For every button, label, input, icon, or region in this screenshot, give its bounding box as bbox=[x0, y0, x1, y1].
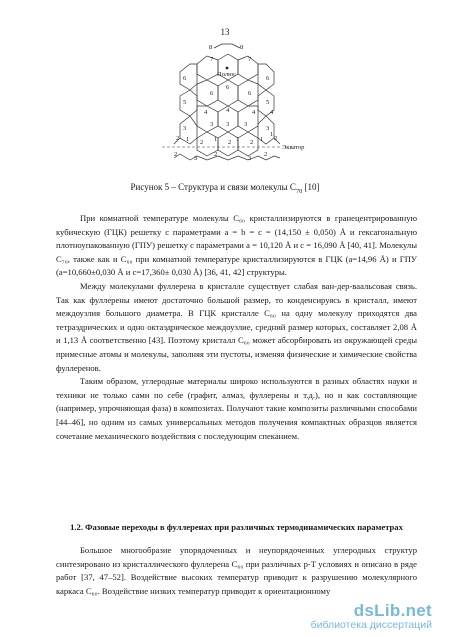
ring-number: 2 bbox=[264, 151, 268, 158]
paragraph: Таким образом, углеродные материалы широко используются в разных областях науки и техники не только сами по себе (графит, алмаз, фуллерены и т.д.), но и как составляющие (например, упрочняющая фаза) в композитах. Получают такие композиты различными способами [44–46], но одним из самых универсальных методов получения компактных образцов является сочетание механического воздействия с последующим спеканием. bbox=[56, 376, 417, 441]
ring-number: 3 bbox=[266, 125, 270, 132]
caption-subscript: 70 bbox=[295, 187, 303, 195]
figure-caption bbox=[0, 182, 450, 195]
body-block-2 bbox=[56, 544, 417, 598]
ring-number: 7 bbox=[210, 56, 214, 63]
ring-number: 3 bbox=[226, 121, 230, 128]
caption-text: Рисунок 5 – Структура и связи молекулы C bbox=[130, 182, 296, 192]
paragraph: Большое многообразие упорядоченных и неупорядоченных углеродных структур синтезировано из кристаллического фуллерена C₆₀ при различных p-T условиях и описано в ряде работ [37, 47–52]. Воздействие высоких температур приводит к разрушению молекулярного каркаса C₆₀. Воздействие низких температур приводит к ориентационному bbox=[56, 545, 417, 596]
ring-number: 2 bbox=[176, 135, 180, 142]
ring-number: 4 bbox=[226, 107, 230, 114]
ring-number: 8 bbox=[209, 44, 213, 51]
ring-number: 1 bbox=[214, 136, 218, 143]
caption-reference: [10] bbox=[302, 182, 320, 192]
equator-label: Экватор bbox=[282, 144, 305, 151]
ring-number: 5 bbox=[183, 99, 187, 106]
ring-number: 6 bbox=[248, 90, 252, 97]
ring-number: 6 bbox=[266, 75, 270, 82]
watermark bbox=[311, 601, 432, 631]
ring-number: 1 bbox=[186, 136, 190, 143]
fullerene-net-diagram bbox=[152, 40, 305, 165]
paragraph: Между молекулами фуллерена в кристалле существует слабая ван-дер-ваальсовая связь. Так как фуллерены имеют достаточно большой размер, то конденсируясь в кристалл, имеют междоузлия большого диаметра. В ГЦК кристалле C₆₀ на одну молекулу приходятся два тетраэдрических и одно октаэдрическое междоузлие, средний размер которых, составляет 2,08 Å и 1,13 Å соответственно [43]. Поэтому кристалл C₆₀ может абсорбировать из окружающей среды примесные атомы и молекулы, заполняя эти пустоты, изменяя физические и химические свойства фуллеренов. bbox=[56, 280, 417, 373]
ring-number: 1 bbox=[270, 131, 274, 138]
ring-number: 2 bbox=[174, 151, 178, 158]
ring-number: 3 bbox=[248, 155, 252, 162]
page-number: 13 bbox=[220, 27, 230, 37]
ring-number: 1 bbox=[260, 136, 264, 143]
ring-number: 2 bbox=[214, 151, 218, 158]
watermark-subtitle: библиотека диссертаций bbox=[310, 619, 432, 631]
ring-number: 4 bbox=[252, 109, 256, 116]
ring-number: 5 bbox=[266, 99, 270, 106]
pole-marker bbox=[226, 67, 229, 70]
ring-number: 2 bbox=[228, 139, 232, 146]
ring-number: 3 bbox=[210, 121, 214, 128]
section-heading: 1.2. Фазовые переходы в фуллеренах при различных термодинамических параметрах bbox=[70, 522, 403, 532]
ring-number: 4 bbox=[204, 109, 208, 116]
ring-number: 2 bbox=[250, 139, 254, 146]
ring-number: 1 bbox=[236, 136, 240, 143]
ring-number: 6 bbox=[226, 84, 230, 91]
ring-number: 3 bbox=[194, 155, 198, 162]
paragraph: При комнатной температуре молекулы C₆₀ кристаллизируются в гранецентрированную кубическую (ГЦК) решетку с параметрами a = b = c = (14,150 ± 0,050) Å и гексагональную плотноупакованную (ГПУ) решетку с параметрами a = 10,120 Å и c = 16,090 Å [40, 41]. Молекулы C₇₀, также как и C₆₀ при комнатной температуре кристаллизируются в ГЦК (a=14,96 Å) и ГПУ (a=10,660±0,030 Å и c=17,360± 0,030 Å) [36, 41, 42] структуры. bbox=[56, 213, 417, 278]
pole-label: Полюс bbox=[217, 71, 236, 78]
ring-number: 3 bbox=[244, 121, 248, 128]
ring-number: 2 bbox=[200, 139, 204, 146]
ring-number: 6 bbox=[183, 75, 187, 82]
watermark-logo: dsLib.net bbox=[353, 601, 432, 620]
ring-number: 8 bbox=[240, 44, 244, 51]
ring-number: 3 bbox=[183, 125, 187, 132]
ring-number: 6 bbox=[210, 90, 214, 97]
ring-number: 4 bbox=[270, 109, 274, 116]
c70-structure-figure bbox=[152, 40, 305, 165]
ring-number: 7 bbox=[248, 56, 252, 63]
ring-number: 2 bbox=[274, 135, 278, 142]
body-block-1 bbox=[56, 212, 417, 443]
